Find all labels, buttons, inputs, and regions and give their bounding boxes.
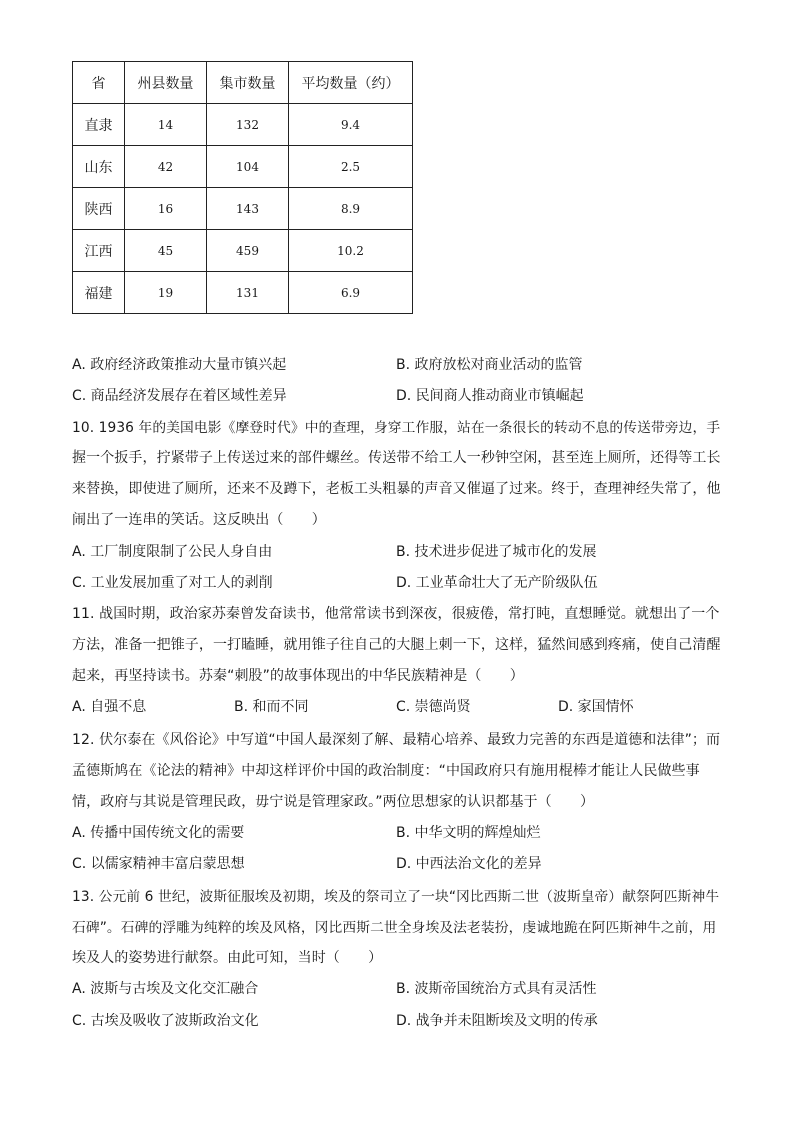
market-count-cell: 459: [207, 230, 289, 272]
q10-stem-line: 握一个扳手，拧紧带子上传送过来的部件螺丝。传送带不给工人一秒钟空闲，甚至连上厕所，还得等工长: [72, 450, 721, 466]
average-cell: 9.4: [289, 104, 413, 146]
q12-stem-line: 孟德斯鸠在《论法的精神》中却这样评价中国的政治制度：“中国政府只有施用棍棒才能让人民做些事: [72, 763, 700, 779]
q11-stem-line: 起来，再坚持读书。苏秦“刺股”的故事体现出的中华民族精神是（ ）: [72, 668, 524, 684]
q13-option-b[interactable]: B. 波斯帝国统治方式具有灵活性: [396, 981, 597, 997]
q12-option-a[interactable]: A. 传播中国传统文化的需要: [72, 825, 245, 841]
county-count-cell: 19: [125, 272, 207, 314]
header-cell: 集市数量: [207, 62, 289, 104]
market-count-cell: 104: [207, 146, 289, 188]
q9-option-c[interactable]: C. 商品经济发展存在着区域性差异: [72, 388, 287, 404]
q10-option-b[interactable]: B. 技术进步促进了城市化的发展: [396, 544, 597, 560]
q12-option-d[interactable]: D. 中西法治文化的差异: [396, 856, 542, 872]
q11-option-c[interactable]: C. 崇德尚贤: [396, 699, 471, 715]
q13-option-c[interactable]: C. 古埃及吸收了波斯政治文化: [72, 1013, 259, 1029]
table-header-row: [73, 62, 413, 104]
county-count-cell: 45: [125, 230, 207, 272]
header-cell: 平均数量（约）: [289, 62, 413, 104]
county-count-cell: 14: [125, 104, 207, 146]
q10-stem-line: 来替换，即使进了厕所，还来不及蹲下，老板工头粗暴的声音又催逼了过来。终于，查理神经失常了，他: [72, 481, 721, 497]
q9-option-b[interactable]: B. 政府放松对商业活动的监管: [396, 357, 583, 373]
q9-option-d[interactable]: D. 民间商人推动商业市镇崛起: [396, 388, 584, 404]
q10-stem-line: 10. 1936 年的美国电影《摩登时代》中的查理，身穿工作服，站在一条很长的转动不息的传送带旁边，手: [72, 420, 721, 436]
market-count-cell: 131: [207, 272, 289, 314]
average-cell: 10.2: [289, 230, 413, 272]
q11-option-b[interactable]: B. 和而不同: [234, 699, 309, 715]
q10-option-d[interactable]: D. 工业革命壮大了无产阶级队伍: [396, 575, 598, 591]
q13-stem-line: 石碑”。石碑的浮雕为纯粹的埃及风格，冈比西斯二世全身埃及法老装扮，虔诚地跪在阿匹斯神牛之前，用: [72, 920, 717, 936]
province-cell: 山东: [73, 146, 125, 188]
q10-option-a[interactable]: A. 工厂制度限制了公民人身自由: [72, 544, 273, 560]
q13-stem-line: 埃及人的姿势进行献祭。由此可知，当时（ ）: [72, 950, 383, 966]
market-count-cell: 143: [207, 188, 289, 230]
q10-option-c[interactable]: C. 工业发展加重了对工人的剥削: [72, 575, 273, 591]
average-cell: 8.9: [289, 188, 413, 230]
header-cell: 省: [73, 62, 125, 104]
q11-option-d[interactable]: D. 家国情怀: [558, 699, 634, 715]
county-count-cell: 16: [125, 188, 207, 230]
table-row: [73, 188, 413, 230]
province-cell: 福建: [73, 272, 125, 314]
average-cell: 6.9: [289, 272, 413, 314]
province-cell: 江西: [73, 230, 125, 272]
q13-option-a[interactable]: A. 波斯与古埃及文化交汇融合: [72, 981, 259, 997]
average-cell: 2.5: [289, 146, 413, 188]
header-cell: 州县数量: [125, 62, 207, 104]
q9-option-a[interactable]: A. 政府经济政策推动大量市镇兴起: [72, 357, 287, 373]
q12-stem-line: 12. 伏尔泰在《风俗论》中写道“中国人最深刻了解、最精心培养、最致力完善的东西是道德和法律”；而: [72, 732, 721, 748]
q11-option-a[interactable]: A. 自强不息: [72, 699, 147, 715]
table-row: [73, 272, 413, 314]
q10-stem-line: 闹出了一连串的笑话。这反映出（ ）: [72, 512, 326, 528]
q12-option-b[interactable]: B. 中华文明的辉煌灿烂: [396, 825, 541, 841]
table-row: [73, 104, 413, 146]
q12-option-c[interactable]: C. 以儒家精神丰富启蒙思想: [72, 856, 245, 872]
q11-stem-line: 11. 战国时期，政治家苏秦曾发奋读书，他常常读书到深夜，很疲倦，常打盹，直想睡觉。就想出了一个: [72, 606, 720, 622]
table-row: [73, 146, 413, 188]
county-count-cell: 42: [125, 146, 207, 188]
province-cell: 直隶: [73, 104, 125, 146]
table-row: [73, 230, 413, 272]
province-cell: 陕西: [73, 188, 125, 230]
q13-option-d[interactable]: D. 战争并未阻断埃及文明的传承: [396, 1013, 598, 1029]
market-count-cell: 132: [207, 104, 289, 146]
q11-stem-line: 方法，准备一把锥子，一打瞌睡，就用锥子往自己的大腿上刺一下，这样，猛然间感到疼痛，使自己清醒: [72, 637, 721, 653]
q12-stem-line: 情，政府与其说是管理民政，毋宁说是管理家政。”两位思想家的认识都基于（ ）: [72, 794, 595, 810]
q13-stem-line: 13. 公元前 6 世纪，波斯征服埃及初期，埃及的祭司立了一块“冈比西斯二世（波斯皇帝）献祭阿匹斯神牛: [72, 889, 720, 905]
market-table: [72, 61, 413, 314]
